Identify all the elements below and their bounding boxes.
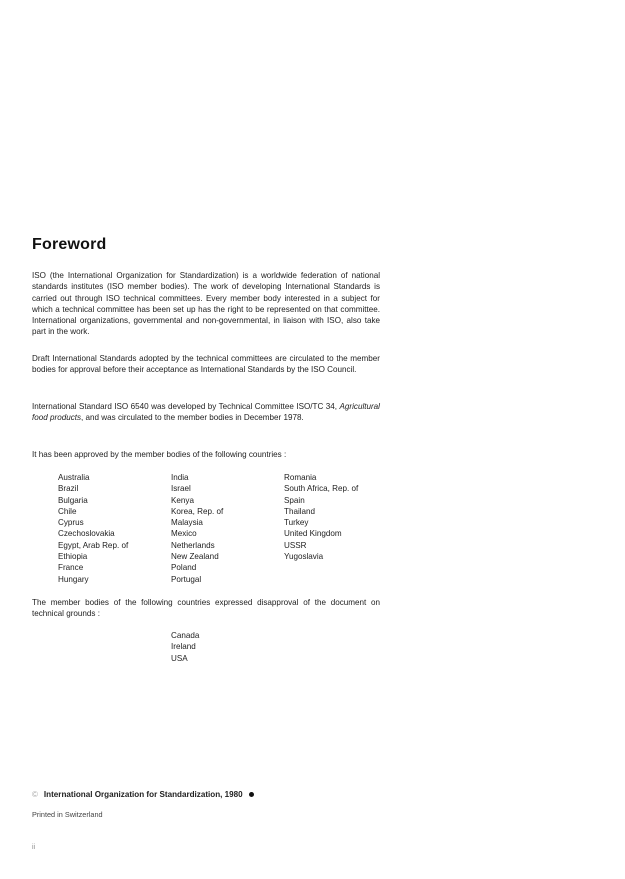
country-item: Malaysia [171,518,203,528]
country-item: Yugoslavia [284,552,324,562]
country-item: South Africa, Rep. of [284,484,359,494]
country-item: India [171,473,189,482]
country-item: Mexico [171,529,197,539]
country-item: Bulgaria [58,495,88,505]
country-item: Korea, Rep. of [171,506,224,516]
bullet-icon [249,792,254,797]
development-text-end: , and was circulated to the member bodies in December 1978. [81,413,304,423]
committee-title: Agricultural food products [32,402,380,423]
country-item: Australia [58,473,90,482]
development-text-start: International Standard ISO 6540 was developed by Technical Committee ISO/TC 34, [32,402,340,411]
foreword-paragraph-iso: ISO (the International Organization for Standardization) is a worldwide federation of national standards institutes (ISO member bodies). The work of developing International Standards is carried out through ISO technical committees. Every member body interested in a subject for which a technical committee has been set up has the right to be represented on that committee. International organizations, governmental and non-governmental, in liaison with ISO, also take part in the work. [32,271,380,337]
country-item: Netherlands [171,540,215,550]
country-item: Brazil [58,484,79,494]
country-item: Portugal [171,574,202,584]
country-item: Hungary [58,574,89,584]
country-item: Turkey [284,518,309,528]
country-item: Ethiopia [58,552,88,562]
country-item: Poland [171,563,197,573]
foreword-paragraph-drafts: Draft International Standards adopted by the technical committees are circulated to the member bodies for approval before their acceptance as International Standards by the ISO Council. [32,354,380,375]
copyright-line [32,790,254,799]
country-item: Czechoslovakia [58,529,115,539]
country-item: United Kingdom [284,529,342,539]
country-item: Spain [284,495,305,505]
copyright-symbol: © [32,790,38,799]
copyright-text: International Organization for Standardization, 1980 [43,790,243,799]
foreword-heading: Foreword [32,236,107,253]
approved-countries-column-2 [171,472,223,585]
foreword-paragraph-approval: It has been approved by the member bodies of the following countries : [32,450,287,459]
country-item: Thailand [284,506,316,516]
foreword-paragraph-disapproval: The member bodies of the following countries expressed disapproval of the document on technical grounds : [32,598,380,619]
country-item: USA [171,653,188,663]
country-item: Israel [171,484,191,494]
country-item: Canada [171,631,200,640]
country-item: Romania [284,473,317,482]
country-item: Egypt, Arab Rep. of [58,540,129,550]
country-item: Cyprus [58,518,84,528]
country-item: Ireland [171,642,196,652]
approved-countries-column-3 [284,472,358,562]
approved-countries-column-1 [58,472,128,585]
disapproved-countries-list [171,630,199,664]
country-item: New Zealand [171,552,219,562]
country-item: Kenya [171,495,194,505]
printed-in-note: Printed in Switzerland [32,810,103,819]
country-item: Chile [58,506,77,516]
country-item: USSR [284,540,307,550]
country-item: France [58,563,84,573]
page-number: ii [32,844,36,851]
foreword-paragraph-development [32,401,380,424]
